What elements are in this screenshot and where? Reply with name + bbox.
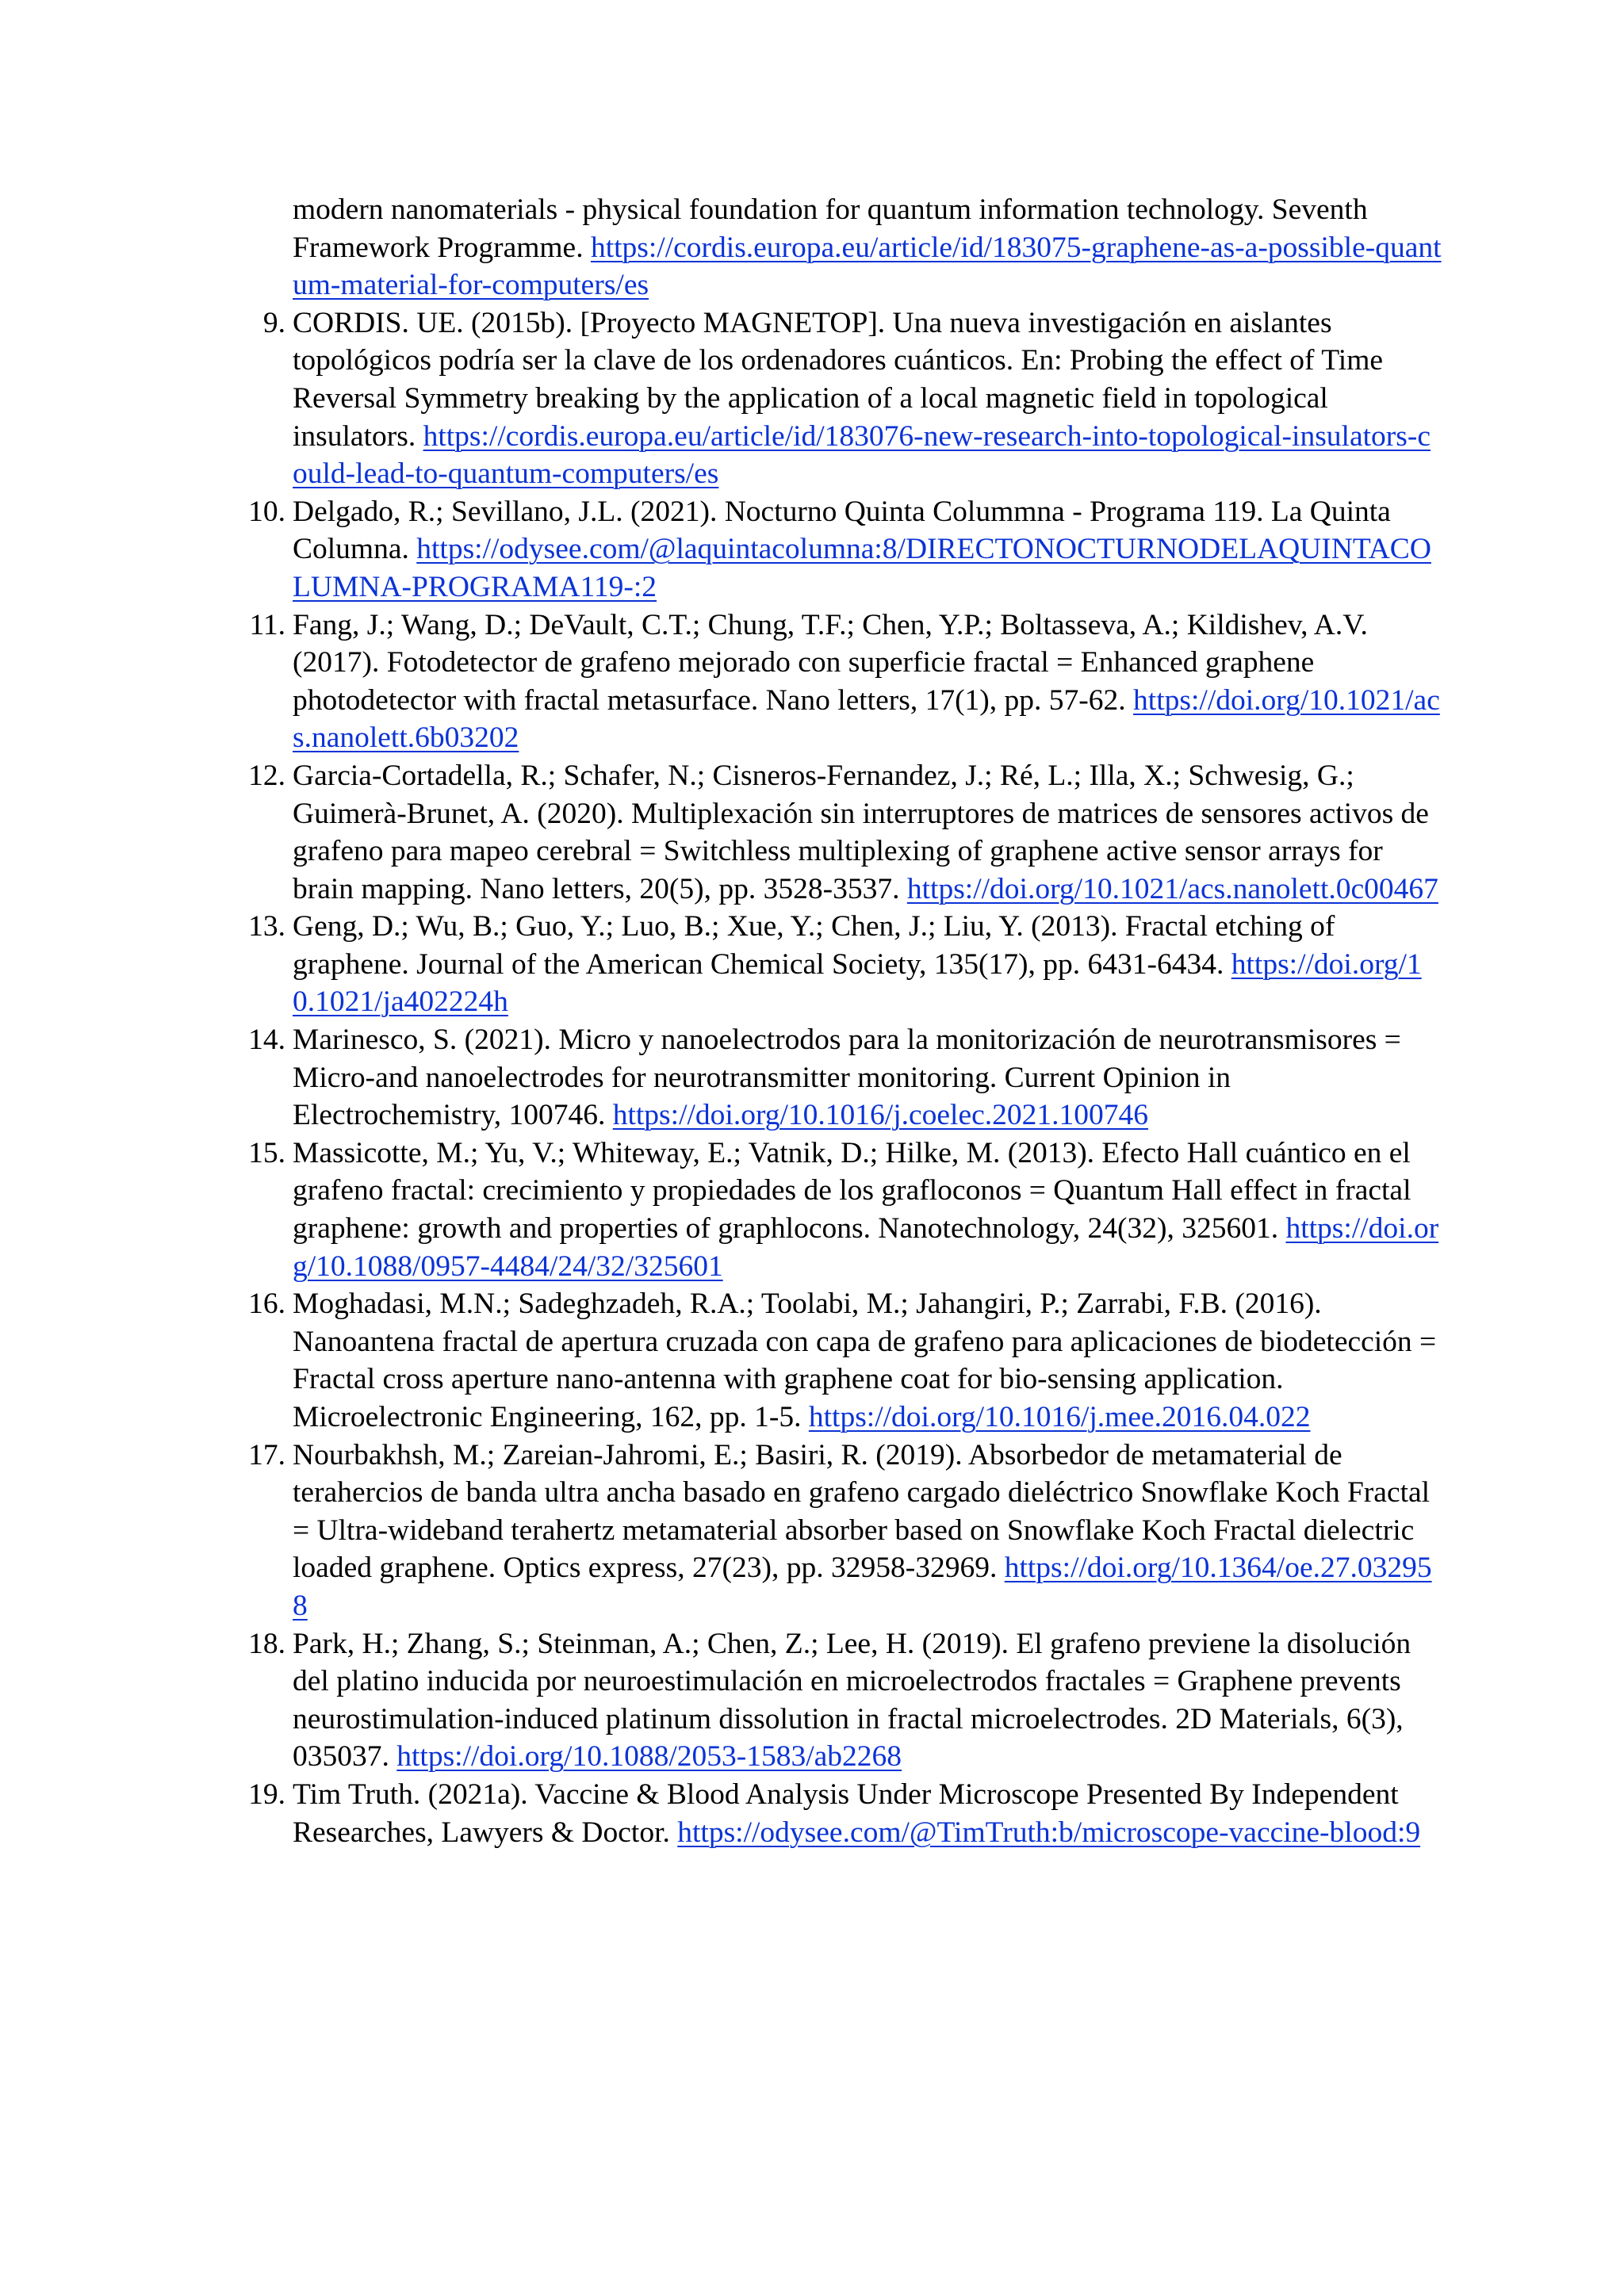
reference-item: [222, 757, 1443, 908]
reference-link[interactable]: https://doi.org/10.1021/ja402224h: [293, 947, 1422, 1019]
reference-number: 10.: [248, 495, 285, 528]
reference-number: 19.: [248, 1777, 285, 1811]
reference-link[interactable]: https://cordis.europa.eu/article/id/183076-new-research-into-topological-insulators-could-lead-to-quantum-computers/es: [293, 419, 1431, 491]
reference-link[interactable]: https://doi.org/10.1016/j.mee.2016.04.022: [808, 1401, 1311, 1433]
reference-item: [222, 1776, 1443, 1851]
reference-item: [222, 1437, 1443, 1625]
reference-link[interactable]: https://doi.org/10.1021/acs.nanolett.0c00467: [906, 872, 1438, 905]
reference-item: [222, 304, 1443, 493]
reference-item: [222, 908, 1443, 1021]
reference-item: [222, 1021, 1443, 1135]
reference-number: 9.: [262, 306, 285, 339]
reference-link[interactable]: https://doi.org/10.1016/j.coelec.2021.100746: [612, 1099, 1149, 1132]
reference-item: [222, 1135, 1443, 1285]
reference-text: Marinesco, S. (2021). Micro y nanoelectrodos para la monitorización de neurotransmisores = Micro-and nanoelectrodes for neurotransmitter monitoring. Current Opinion in Electrochemistry, 100746.: [293, 1024, 1401, 1132]
reference-link[interactable]: https://doi.org/10.1021/acs.nanolett.6b03202: [293, 683, 1440, 755]
reference-link[interactable]: https://odysee.com/@laquintacolumna:8/DIRECTONOCTURNODELAQUINTACOLUMNA-PROGRAMA119-:2: [293, 533, 1431, 603]
reference-text: Fang, J.; Wang, D.; DeVault, C.T.; Chung, T.F.; Chen, Y.P.; Boltasseva, A.; Kildishev, A.V. (2017). Fotodetector de grafeno mejorado con superficie fractal = Enhanced graphene photodetector with fractal metasurface. Nano letters, 17(1), pp. 57-62.: [293, 608, 1368, 717]
reference-link[interactable]: https://doi.org/10.1088/0957-4484/24/32/325601: [293, 1212, 1439, 1283]
reference-number: 14.: [248, 1024, 285, 1057]
reference-text: Garcia-Cortadella, R.; Schafer, N.; Cisneros-Fernandez, J.; Ré, L.; Illa, X.; Schwesig, G.; Guimerà-Brunet, A. (2020). Multiplexación sin interruptores de matrices de sensores activos de grafeno para mapeo cerebral = Switchless multiplexing of graphene active sensor arrays for brain mapping. Nano letters, 20(5), pp. 3528-3537.: [293, 759, 1429, 905]
reference-list: [222, 191, 1443, 1851]
reference-number: 18.: [248, 1627, 285, 1660]
reference-link[interactable]: https://doi.org/10.1088/2053-1583/ab2268: [396, 1740, 902, 1774]
reference-text: Massicotte, M.; Yu, V.; Whiteway, E.; Vatnik, D.; Hilke, M. (2013). Efecto Hall cuántico en el grafeno fractal: crecimiento y propiedades de los grafloconos = Quantum Hall effect in fractal graphene: growth and properties of graphlocons. Nanotechnology, 24(32), 325601.: [293, 1136, 1411, 1246]
reference-item: [222, 1285, 1443, 1436]
reference-text: modern nanomaterials - physical foundation for quantum information technology. Seventh Framework Programme.: [293, 193, 1368, 264]
reference-text: Delgado, R.; Sevillano, J.L. (2021). Nocturno Quinta Colummna - Programa 119. La Quinta Columna.: [293, 495, 1391, 566]
reference-number: 13.: [248, 910, 285, 943]
reference-text: Moghadasi, M.N.; Sadeghzadeh, R.A.; Toolabi, M.; Jahangiri, P.; Zarrabi, F.B. (2016). Nanoantena fractal de apertura cruzada con capa de grafeno para aplicaciones de biodetección = Fractal cross aperture nano-antenna with graphene coat for bio-sensing application. Microelectronic Engineering, 162, pp. 1-5.: [293, 1288, 1437, 1433]
reference-number: 15.: [248, 1136, 285, 1169]
reference-link[interactable]: https://odysee.com/@TimTruth:b/microscope-vaccine-blood:9: [677, 1816, 1421, 1849]
reference-link[interactable]: https://cordis.europa.eu/article/id/183075-graphene-as-a-possible-quantum-material-for-computers/es: [293, 231, 1442, 302]
reference-number: 12.: [248, 759, 285, 792]
reference-item: [222, 191, 1443, 304]
reference-text: Nourbakhsh, M.; Zareian-Jahromi, E.; Basiri, R. (2019). Absorbedor de metamaterial de terahercios de banda ultra ancha basado en grafeno cargado dieléctrico Snowflake Koch Fractal = Ultra-wideband terahertz metamaterial absorber based on Snowflake Koch Fractal dielectric loaded graphene. Optics express, 27(23), pp. 32958-32969.: [293, 1438, 1431, 1585]
reference-item: [222, 607, 1443, 757]
reference-item: [222, 493, 1443, 607]
reference-item: [222, 1625, 1443, 1776]
reference-text: CORDIS. UE. (2015b). [Proyecto MAGNETOP]. Una nueva investigación en aislantes topológicos podría ser la clave de los ordenadores cuánticos. En: Probing the effect of Time Reversal Symmetry breaking by the application of a local magnetic field in topological insulators.: [293, 306, 1384, 453]
reference-number: 17.: [248, 1438, 285, 1471]
reference-text: Geng, D.; Wu, B.; Guo, Y.; Luo, B.; Xue, Y.; Chen, J.; Liu, Y. (2013). Fractal etching of graphene. Journal of the American Chemical Society, 135(17), pp. 6431-6434.: [293, 910, 1335, 981]
reference-number: 16.: [248, 1288, 285, 1321]
reference-link[interactable]: https://doi.org/10.1364/oe.27.032958: [293, 1552, 1432, 1622]
reference-number: 11.: [249, 608, 285, 641]
reference-text: Park, H.; Zhang, S.; Steinman, A.; Chen, Z.; Lee, H. (2019). El grafeno previene la disolución del platino inducida por neuroestimulación en microelectrodos fractales = Graphene prevents neurostimulation-induced platinum dissolution in fractal microelectrodes. 2D Materials, 6(3), 035037.: [293, 1627, 1411, 1774]
reference-text: Tim Truth. (2021a). Vaccine & Blood Analysis Under Microscope Presented By Independent Researches, Lawyers & Doctor.: [293, 1777, 1399, 1849]
